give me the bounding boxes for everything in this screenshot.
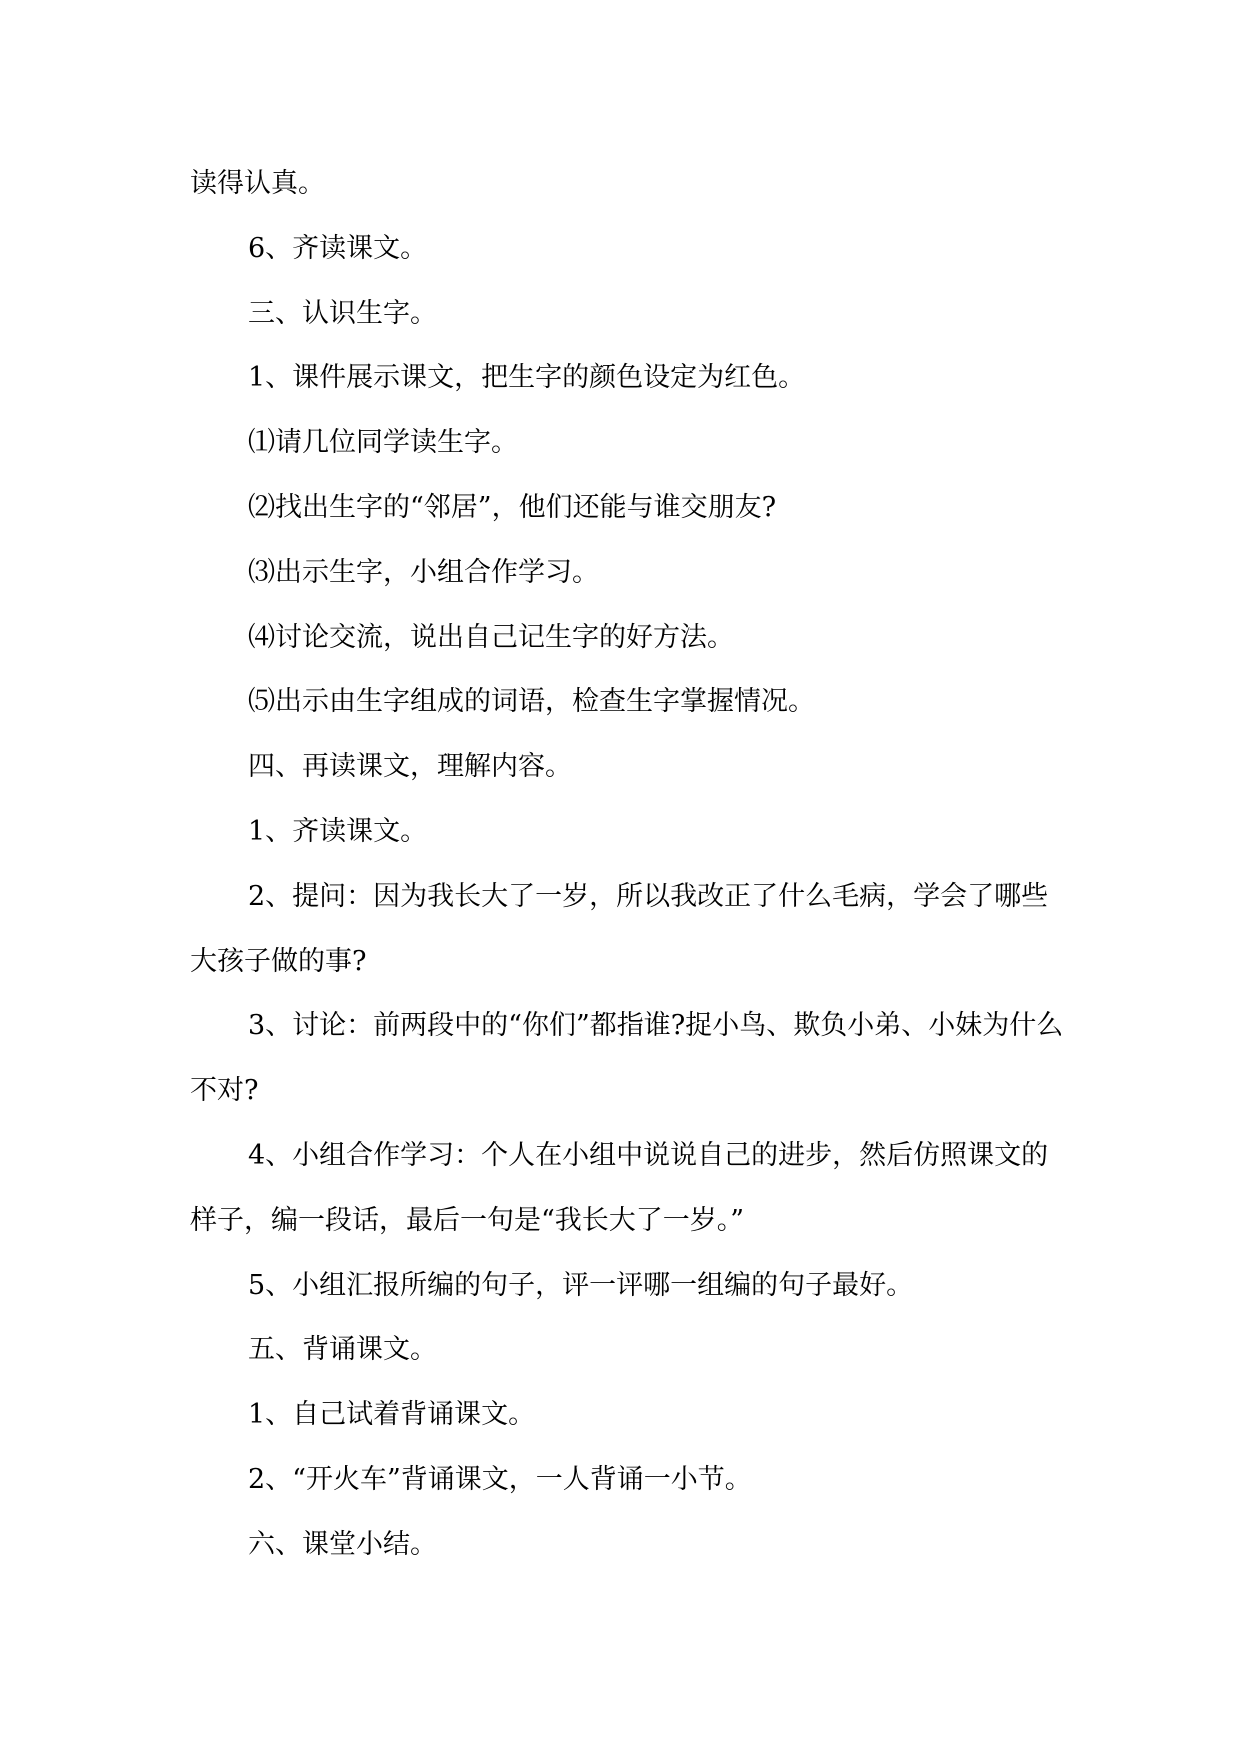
document-body — [190, 152, 1070, 1578]
list-item: ⑵找出生字的“邻居”，他们还能与谁交朋友? — [248, 491, 777, 523]
list-item: ⑸出示由生字组成的词语，检查生字掌握情况。 — [248, 686, 815, 718]
paragraph: 2、提问：因为我长大了一岁，所以我改正了什么毛病，学会了哪些大孩子做的事? — [190, 880, 1049, 977]
paragraph: 1、齐读课文。 — [248, 815, 428, 847]
list-item: ⑷讨论交流，说出自己记生字的好方法。 — [248, 621, 734, 653]
paragraph: 4、小组合作学习：个人在小组中说说自己的进步，然后仿照课文的样子，编一段话，最后一句是“我长大了一岁。” — [190, 1139, 1049, 1236]
section-heading: 三、认识生字。 — [248, 297, 437, 329]
paragraph: 5、小组汇报所编的句子，评一评哪一组编的句子最好。 — [248, 1269, 914, 1301]
paragraph: 6、齐读课文。 — [248, 232, 428, 264]
paragraph: 读得认真。 — [190, 168, 325, 199]
paragraph: 3、讨论：前两段中的“你们”都指谁?捉小鸟、欺负小弟、小妹为什么不对? — [190, 1010, 1064, 1107]
section-heading: 五、背诵课文。 — [248, 1334, 437, 1366]
section-heading: 六、课堂小结。 — [248, 1528, 437, 1560]
paragraph: 2、“开火车”背诵课文，一人背诵一小节。 — [248, 1463, 752, 1495]
paragraph: 1、自己试着背诵课文。 — [248, 1399, 536, 1431]
section-heading: 四、再读课文，理解内容。 — [248, 751, 572, 783]
list-item: ⑶出示生字，小组合作学习。 — [248, 556, 599, 588]
paragraph: 1、课件展示课文，把生字的颜色设定为红色。 — [248, 362, 806, 394]
list-item: ⑴请几位同学读生字。 — [248, 427, 518, 459]
